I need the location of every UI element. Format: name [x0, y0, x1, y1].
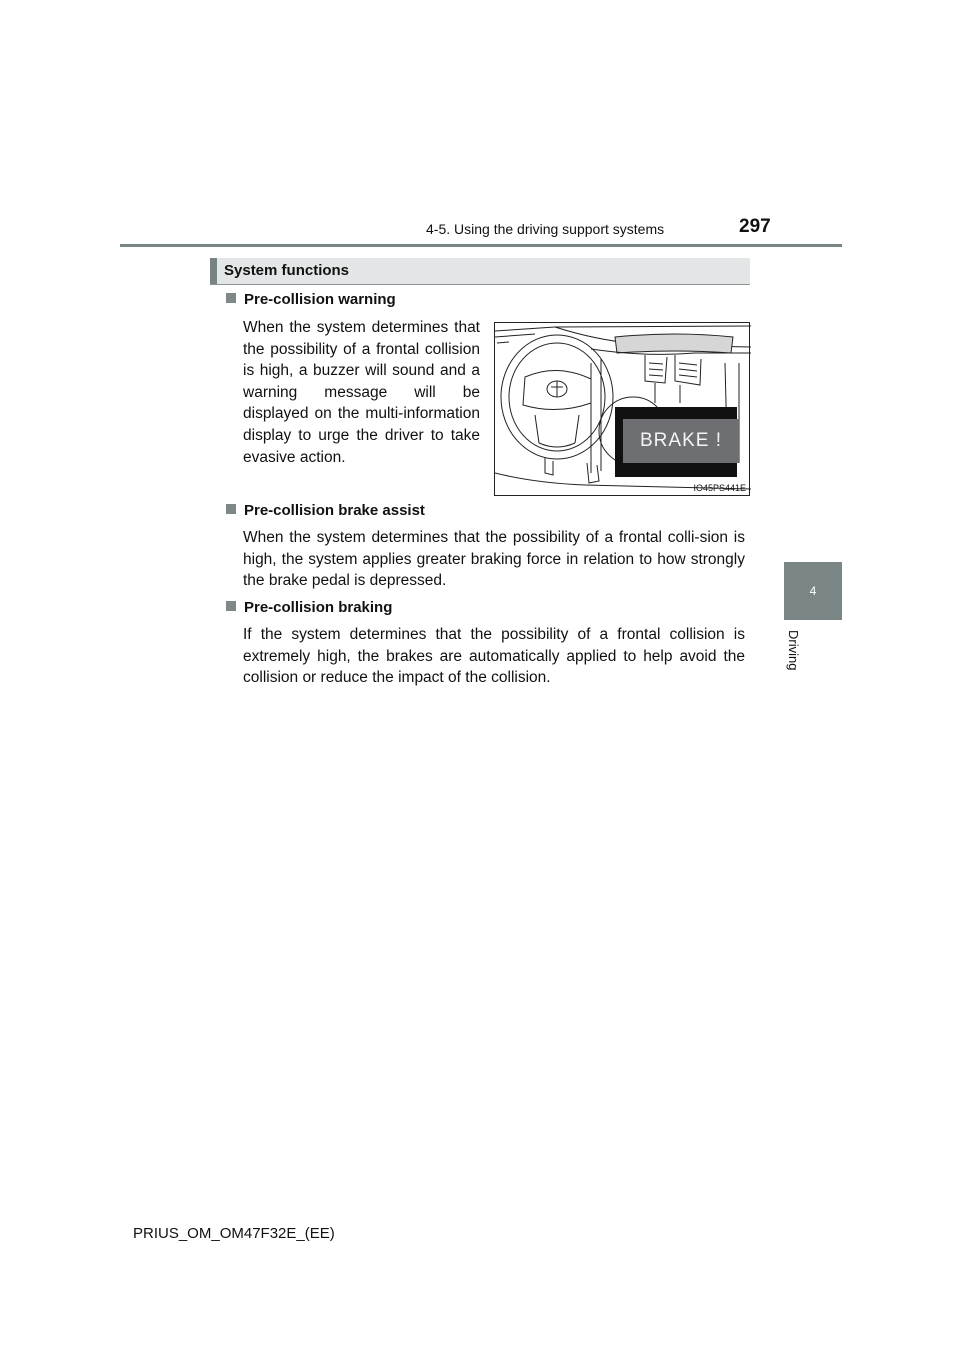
- figure-code: IO45PS441E: [693, 483, 746, 493]
- square-bullet-icon: [226, 504, 236, 514]
- item-text-pre-collision-warning: When the system determines that the possibility of a frontal collision is high, a buzzer will sound and a warning message will be displayed on the multi-information display to urge the driver to take evasive action.: [243, 319, 480, 466]
- item-heading-pre-collision-warning: Pre-collision warning: [226, 291, 396, 308]
- section-bar-accent: [210, 258, 217, 284]
- chapter-label: Driving: [786, 630, 801, 671]
- square-bullet-icon: [226, 293, 236, 303]
- item-text-pre-collision-brake-assist: When the system determines that the possibility of a frontal colli-sion is high, the system applies greater braking force in relation to how strongly the brake pedal is depressed.: [243, 529, 745, 590]
- item-heading-pre-collision-braking: Pre-collision braking: [226, 599, 392, 616]
- item-heading-pre-collision-brake-assist: Pre-collision brake assist: [226, 502, 425, 519]
- item-text-pre-collision-braking: If the system determines that the possibility of a frontal collision is extremely high, the brakes are automatically applied to help avoid the collision or reduce the impact of the collision.: [243, 626, 745, 687]
- section-title: System functions: [224, 262, 350, 279]
- dashboard-illustration: [494, 322, 750, 496]
- square-bullet-icon: [226, 601, 236, 611]
- header-title: 4-5. Using the driving support systems: [426, 221, 665, 237]
- page-number: 297: [739, 216, 771, 237]
- dashboard-drawing: [495, 323, 751, 497]
- header-rule: [120, 244, 842, 247]
- footer-document-code: PRIUS_OM_OM47F32E_(EE): [133, 1225, 335, 1242]
- multi-information-display-brake-warning: BRAKE !: [623, 419, 739, 463]
- section-heading-bar: [210, 258, 750, 285]
- chapter-tab: 4: [784, 562, 842, 620]
